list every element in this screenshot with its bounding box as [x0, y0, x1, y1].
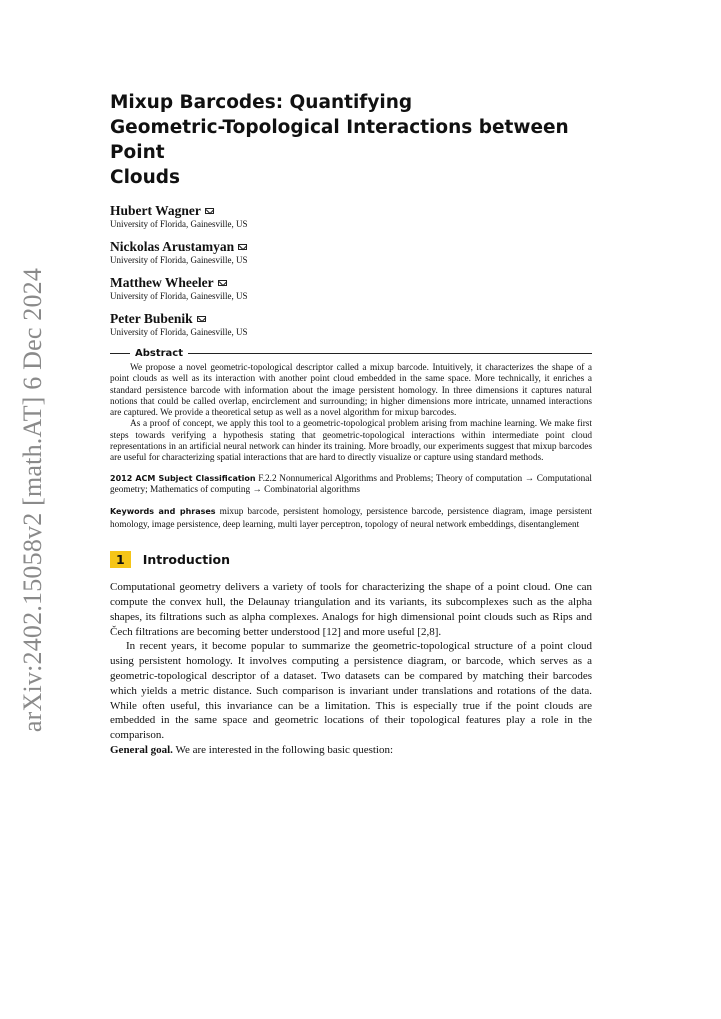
intro-paragraph: In recent years, it become popular to summarize the geometric-topological structure of a point cloud using persistent homology. It involves computing a persistence diagram, or barcode, which serves as a geometric-topological descriptor of a dataset. Two datasets can be compared by matching their barcodes which yields a metric distance. Such comparison is invariant under translations and rotations of the data. While often useful, this invariance can be a limitation. This is especially true if the point clouds are embedded in the same space and geometric locations of their topological features play a role in the comparison.	[110, 640, 592, 742]
general-goal	[110, 743, 592, 758]
general-goal-label: General goal.	[110, 744, 173, 757]
author-name: Hubert Wagner	[110, 203, 201, 218]
author-affiliation: University of Florida, Gainesville, US	[110, 255, 248, 265]
title-line: Clouds	[110, 167, 181, 188]
acm-label: 2012 ACM Subject Classification	[110, 473, 256, 483]
author-block	[110, 236, 592, 266]
author-affiliation: University of Florida, Gainesville, US	[110, 291, 248, 301]
divider	[110, 353, 130, 354]
author-name: Matthew Wheeler	[110, 275, 214, 290]
abstract-body	[110, 363, 592, 465]
author-name: Peter Bubenik	[110, 311, 193, 326]
section-heading	[110, 551, 592, 568]
envelope-icon[interactable]	[238, 244, 247, 250]
paper-title	[110, 90, 592, 190]
abstract-label: Abstract	[135, 348, 184, 359]
title-line: Geometric-Topological Interactions between Point	[110, 117, 569, 163]
author-affiliation: University of Florida, Gainesville, US	[110, 327, 248, 337]
envelope-icon[interactable]	[218, 280, 227, 286]
acm-text: F.2.2 Nonnumerical Algorithms and Problems; Theory of computation → Computational geometry; Mathematics of computing → Combinatorial algorithms	[110, 473, 592, 495]
divider	[188, 353, 592, 354]
paper-page	[110, 90, 592, 758]
abstract-paragraph: We propose a novel geometric-topological descriptor called a mixup barcode. Intuitively, it characterizes the shape of a point clouds as well as its interaction with another point cloud embedded in the same space. More technically, it enriches a standard persistence barcode with information about the image persistent homology. In three dimensions it captures natural notions that could be called overlap, encirclement and surrounding; in higher dimensions more intricate, unnamed interactions are captured. We provide a theoretical setup as well as a novel algorithm for mixup barcodes.	[110, 363, 592, 419]
abstract-paragraph: As a proof of concept, we apply this tool to a geometric-topological problem arising from machine learning. We make first steps towards verifying a hypothesis stating that geometric-topological interactions within intermediate point cloud representations in an artificial neural network can hinder its training. More broadly, our experiments suggest that mixup barcodes are useful for characterizing spatial interactions that are hard to directly visualize or capture using standard methods.	[110, 419, 592, 464]
intro-paragraph: Computational geometry delivers a variety of tools for characterizing the shape of a point cloud. One can compute the convex hull, the Delaunay triangulation and its variants, its subcomplexes such as the alpha shapes, its filtrations such as alpha complexes. Analogs for high dimensional point clouds such as Rips and Čech filtrations are becoming better understood [12] and more useful [2,8].	[110, 581, 592, 638]
author-name: Nickolas Arustamyan	[110, 239, 235, 254]
general-goal-text: We are interested in the following basic question:	[175, 744, 394, 757]
envelope-icon[interactable]	[197, 316, 206, 322]
keywords	[110, 506, 592, 531]
title-line: Mixup Barcodes: Quantifying	[110, 92, 413, 113]
envelope-icon[interactable]	[205, 208, 214, 214]
author-block	[110, 272, 592, 302]
section-number: 1	[110, 551, 131, 568]
introduction-body	[110, 580, 592, 758]
section-title: Introduction	[142, 552, 230, 568]
arxiv-sidebar	[8, 267, 58, 733]
author-affiliation: University of Florida, Gainesville, US	[110, 219, 248, 229]
arxiv-id: arXiv:2402.15058v2 [math.AT] 6 Dec 2024	[18, 267, 47, 733]
keywords-text: mixup barcode, persistent homology, persistence barcode, persistence diagram, image persistent homology, image persistence, deep learning, multi layer perceptron, topology of neural network embeddings, disentanglement	[110, 507, 592, 530]
author-block	[110, 200, 592, 230]
keywords-label: Keywords and phrases	[110, 507, 216, 517]
abstract-heading	[110, 348, 592, 359]
acm-classification	[110, 473, 592, 497]
author-block	[110, 308, 592, 338]
